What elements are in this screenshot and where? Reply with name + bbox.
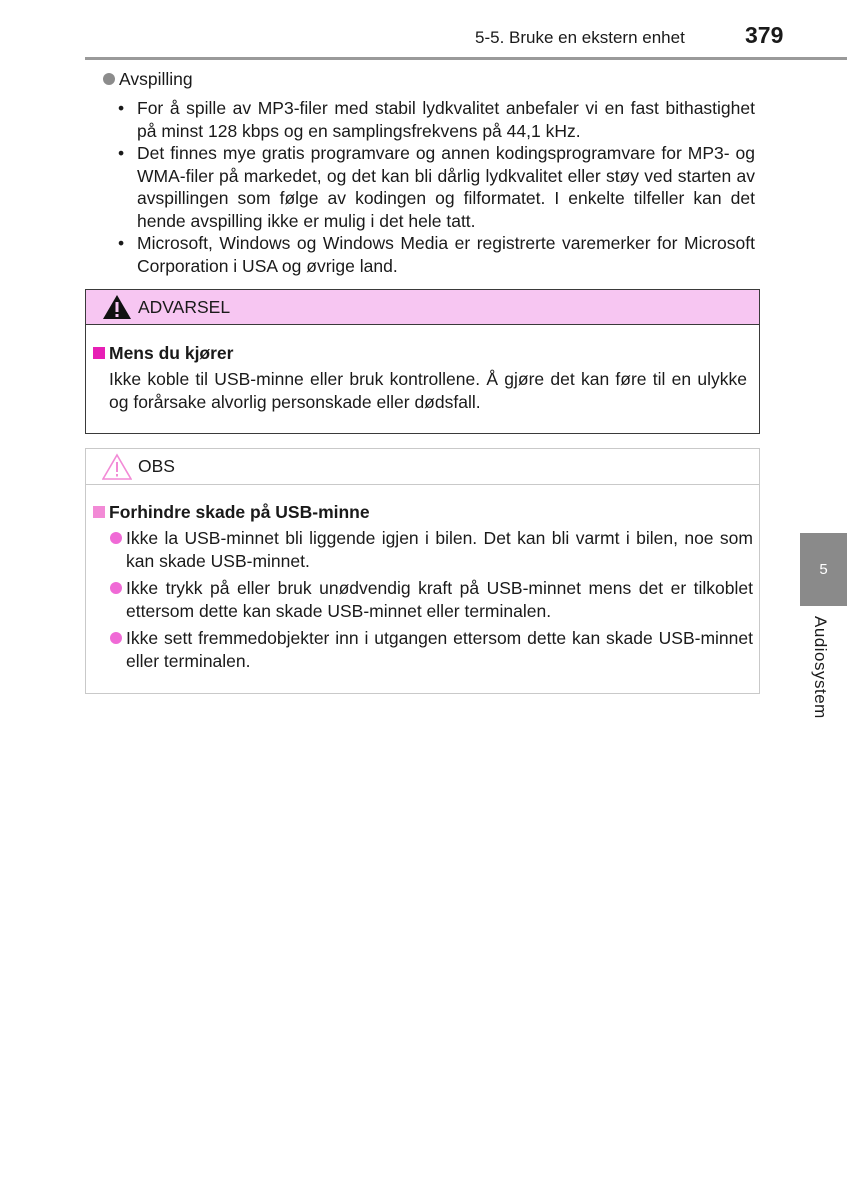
list-item-text: Ikke la USB-minnet bli liggende igjen i bilen. Det kan bli varmt i bilen, noe som kan skade USB-minnet. <box>126 528 753 571</box>
list-item <box>118 142 755 232</box>
list-item-text: Det finnes mye gratis programvare og annen kodingsprogramvare for MP3- og WMA-filer på markedet, og det kan bli dårlig lydkvalitet eller støy ved starten av avspillingen som følge av kodingen og filformatet. I enkelte tilfeller kan det hende avspilling ikke er mulig i det hele tatt. <box>137 143 755 231</box>
playback-heading-text: Avspilling <box>119 69 193 89</box>
list-item-text: Ikke trykk på eller bruk unødvendig kraft på USB-minnet mens det er tilkoblet ettersom dette kan skade USB-minnet eller terminalen. <box>126 578 753 621</box>
header-divider <box>85 57 847 60</box>
warning-text: Ikke koble til USB-minne eller bruk kontrollene. Å gjøre det kan føre til en ulykke og forårsake alvorlig personskade eller dødsfall. <box>109 369 747 412</box>
playback-bullets <box>118 97 755 277</box>
notice-section-title-text: Forhindre skade på USB-minne <box>109 502 370 522</box>
warning-box <box>85 289 760 434</box>
list-item <box>118 232 755 277</box>
list-item <box>110 527 753 572</box>
warning-label: ADVARSEL <box>138 296 231 317</box>
warning-header <box>86 290 759 325</box>
bullet-dot-icon: • <box>118 143 125 163</box>
notice-section-title <box>93 501 370 524</box>
bullet-dot-icon: • <box>118 98 125 118</box>
pink-square-icon <box>93 506 105 518</box>
notice-label: OBS <box>138 456 175 477</box>
pink-dot-icon <box>110 532 122 544</box>
list-item-text: Ikke sett fremmedobjekter inn i utgangen ettersom dette kan skade USB-minnet eller terminalen. <box>126 628 753 671</box>
chapter-number: 5 <box>819 561 828 578</box>
chapter-label: Audiosystem <box>811 616 830 719</box>
list-item <box>118 97 755 142</box>
notice-header <box>86 449 759 485</box>
list-item <box>110 627 753 672</box>
page-number: 379 <box>745 22 784 48</box>
notice-box <box>85 448 760 694</box>
gray-bullet-icon <box>103 73 115 85</box>
chapter-tab <box>800 533 847 606</box>
notice-items <box>110 527 753 677</box>
playback-heading <box>103 68 193 91</box>
warning-triangle-icon <box>102 293 132 321</box>
section-title: 5-5. Bruke en ekstern enhet <box>475 28 685 47</box>
list-item-text: For å spille av MP3-filer med stabil lydkvalitet anbefaler vi en fast bithastighet på minst 128 kbps og en samplingsfrekvens på 44,1 kHz. <box>137 98 755 141</box>
warning-section-title <box>93 342 233 365</box>
list-item-text: Microsoft, Windows og Windows Media er registrerte varemerker for Microsoft Corporation i USA og øvrige land. <box>137 233 755 276</box>
bullet-dot-icon: • <box>118 233 125 253</box>
warning-section-title-text: Mens du kjører <box>109 343 234 363</box>
caution-outline-triangle-icon <box>102 453 132 481</box>
list-item <box>110 577 753 622</box>
pink-square-icon <box>93 347 105 359</box>
pink-dot-icon <box>110 632 122 644</box>
pink-dot-icon <box>110 582 122 594</box>
